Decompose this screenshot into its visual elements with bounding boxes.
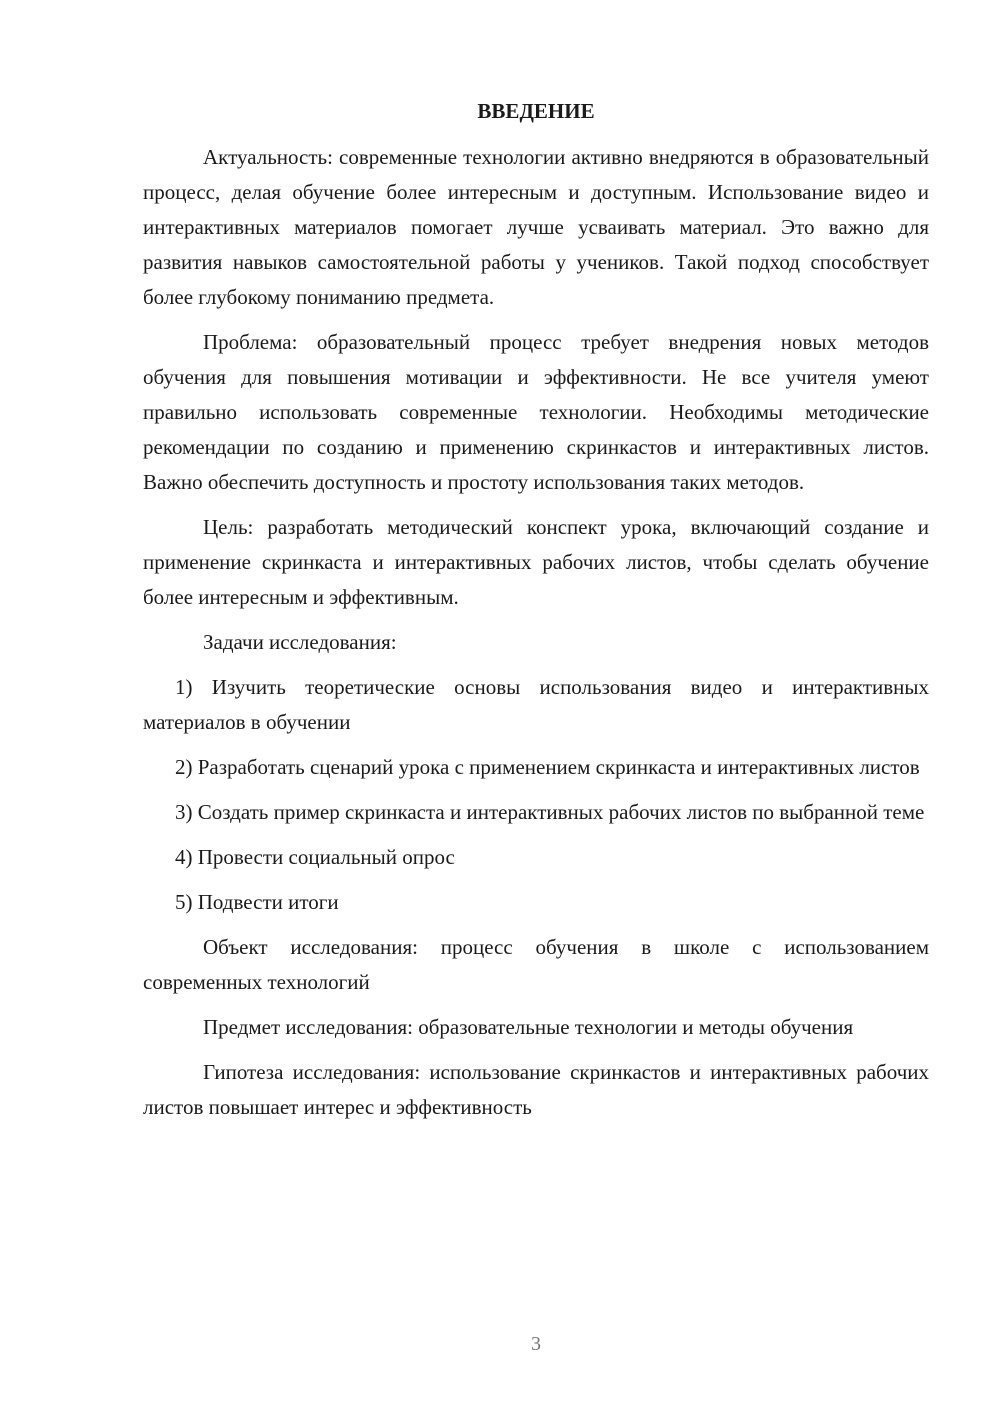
- paragraph-problem: Проблема: образовательный процесс требует внедрения новых методов обучения для повышения мотивации и эффективности. Не все учителя умеют правильно использовать современные технологии. Необходимы методические рекомендации по созданию и применению скринкастов и интерактивных листов. Важно обеспечить доступность и простоту использования таких методов.: [143, 330, 929, 494]
- paragraph-subject: Предмет исследования: образовательные технологии и методы обучения: [203, 1015, 854, 1039]
- task-item-1: 1) Изучить теоретические основы использования видео и интерактивных материалов в обучении: [143, 675, 929, 734]
- paragraph-goal: Цель: разработать методический конспект урока, включающий создание и применение скринкаста и интерактивных рабочих листов, чтобы сделать обучение более интересным и эффективным.: [143, 515, 929, 609]
- task-item-5: 5) Подвести итоги: [175, 890, 339, 914]
- paragraph-hypothesis: Гипотеза исследования: использование скринкастов и интерактивных рабочих листов повышает интерес и эффективность: [143, 1060, 929, 1119]
- task-item-4: 4) Провести социальный опрос: [175, 845, 455, 869]
- tasks-heading: Задачи исследования:: [203, 630, 397, 654]
- task-item-3: 3) Создать пример скринкаста и интерактивных рабочих листов по выбранной теме: [175, 800, 925, 824]
- paragraph-relevance: Актуальность: современные технологии активно внедряются в образовательный процесс, делая обучение более интересным и доступным. Использование видео и интерактивных материалов помогает лучше усваивать материал. Это важно для развития навыков самостоятельной работы у учеников. Такой подход способствует более глубокому пониманию предмета.: [143, 145, 929, 309]
- page-content: [143, 96, 929, 1135]
- task-item-2: 2) Разработать сценарий урока с применением скринкаста и интерактивных листов: [175, 755, 920, 779]
- section-title: ВВЕДЕНИЕ: [477, 99, 595, 123]
- page-number: 3: [531, 1333, 541, 1355]
- paragraph-object: Объект исследования: процесс обучения в школе с использованием современных технологий: [143, 935, 929, 994]
